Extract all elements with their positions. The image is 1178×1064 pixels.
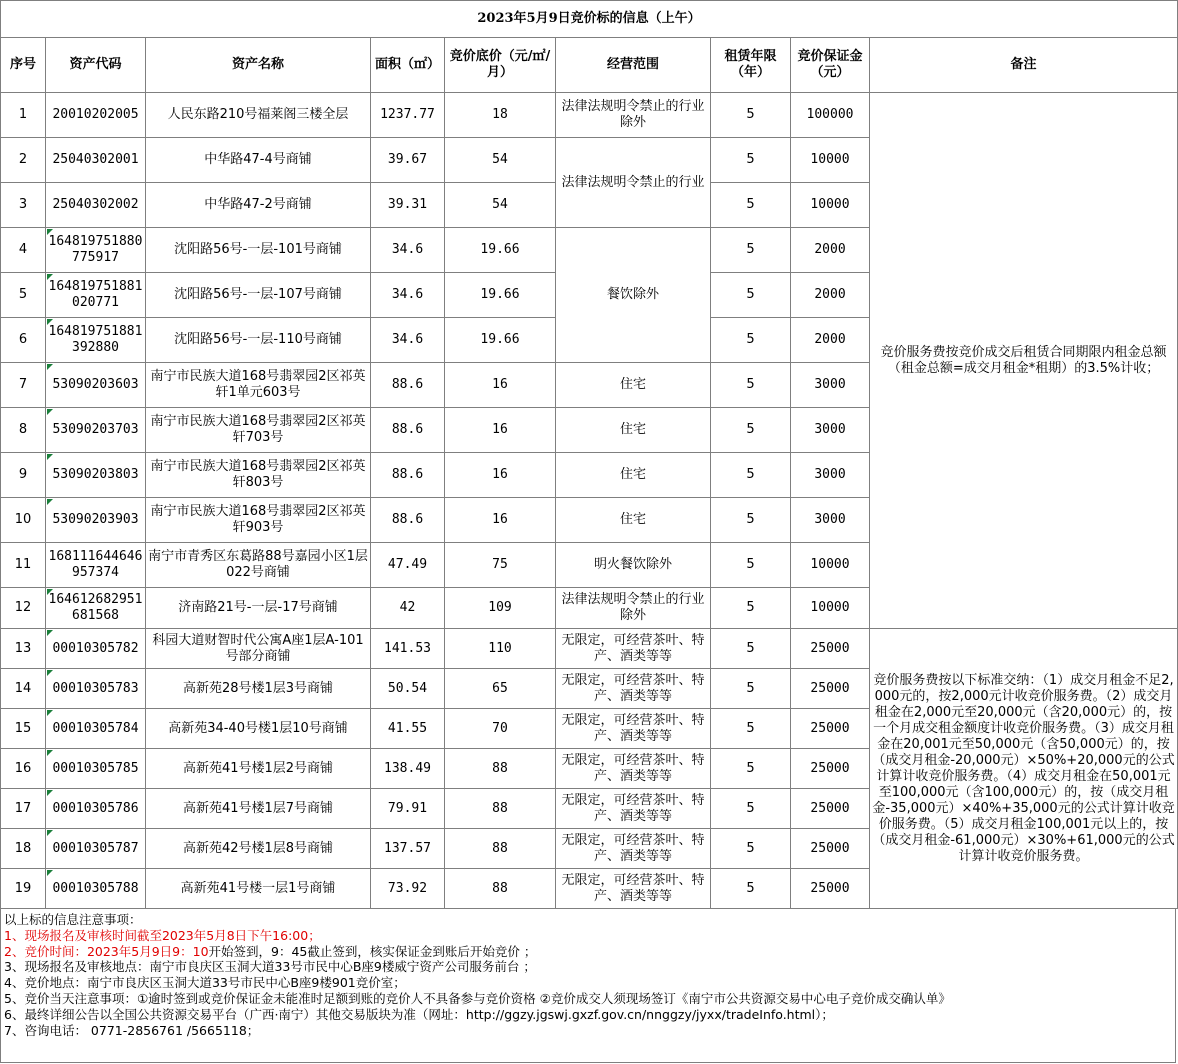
cell-seq: 16 [1, 749, 46, 789]
cell-term: 5 [711, 183, 791, 228]
cell-seq: 18 [1, 829, 46, 869]
header-seq: 序号 [1, 38, 46, 93]
cell-name: 济南路21号-一层-17号商铺 [146, 588, 371, 629]
cell-marker-icon [47, 750, 53, 756]
cell-area: 1237.77 [371, 93, 445, 138]
cell-code: 164819751881392880 [46, 318, 146, 363]
title-row [1, 1, 1178, 38]
cell-price: 88 [445, 829, 556, 869]
note-2 [4, 944, 1175, 960]
cell-deposit: 25000 [791, 869, 870, 909]
cell-area: 88.6 [371, 363, 445, 408]
cell-deposit: 25000 [791, 789, 870, 829]
cell-scope: 法律法规明令禁止的行业除外 [556, 93, 711, 138]
cell-scope: 无限定，可经营茶叶、特产、酒类等等 [556, 709, 711, 749]
cell-name: 南宁市民族大道168号翡翠园2区祁英轩1单元603号 [146, 363, 371, 408]
cell-name: 中华路47-4号商铺 [146, 138, 371, 183]
cell-name: 沈阳路56号-一层-110号商铺 [146, 318, 371, 363]
cell-term: 5 [711, 869, 791, 909]
cell-deposit: 25000 [791, 749, 870, 789]
cell-marker-icon [47, 589, 53, 595]
cell-marker-icon [47, 710, 53, 716]
cell-scope: 无限定，可经营茶叶、特产、酒类等等 [556, 829, 711, 869]
cell-name: 高新苑41号楼1层2号商铺 [146, 749, 371, 789]
cell-scope: 法律法规明令禁止的行业除外 [556, 588, 711, 629]
cell-code: 00010305783 [46, 669, 146, 709]
cell-code: 20010202005 [46, 93, 146, 138]
note-2-rest: 开始签到，9：45截止签到，核实保证金到账后开始竞价 ； [208, 943, 537, 959]
cell-area: 47.49 [371, 543, 445, 588]
cell-term: 5 [711, 93, 791, 138]
cell-scope: 住宅 [556, 408, 711, 453]
cell-code: 53090203903 [46, 498, 146, 543]
cell-area: 88.6 [371, 498, 445, 543]
cell-code: 00010305787 [46, 829, 146, 869]
cell-marker-icon [47, 364, 53, 370]
cell-deposit: 3000 [791, 453, 870, 498]
cell-area: 141.53 [371, 629, 445, 669]
cell-seq: 3 [1, 183, 46, 228]
header-deposit: 竞价保证金（元） [791, 38, 870, 93]
cell-area: 42 [371, 588, 445, 629]
cell-term: 5 [711, 543, 791, 588]
header-remark: 备注 [870, 38, 1178, 93]
cell-deposit: 25000 [791, 829, 870, 869]
cell-price: 16 [445, 498, 556, 543]
cell-marker-icon [47, 274, 53, 280]
cell-deposit: 10000 [791, 588, 870, 629]
cell-name: 高新苑28号楼1层3号商铺 [146, 669, 371, 709]
cell-scope: 无限定，可经营茶叶、特产、酒类等等 [556, 669, 711, 709]
header-price: 竞价底价（元/㎡/月） [445, 38, 556, 93]
cell-seq: 17 [1, 789, 46, 829]
cell-scope: 住宅 [556, 498, 711, 543]
cell-code: 168111644646957374 [46, 543, 146, 588]
cell-code: 164819751881020771 [46, 273, 146, 318]
note-1: 1、现场报名及审核时间截至2023年5月8日下午16:00； [4, 927, 321, 943]
cell-area: 34.6 [371, 318, 445, 363]
cell-price: 88 [445, 869, 556, 909]
cell-deposit: 2000 [791, 228, 870, 273]
cell-marker-icon [47, 830, 53, 836]
notes-heading: 以上标的信息注意事项： [4, 912, 142, 927]
cell-seq: 10 [1, 498, 46, 543]
remark-service-fee-rate: 竞价服务费按竞价成交后租赁合同期限内租金总额（租金总额=成交月租金*租期）的3.5%计收； [870, 93, 1178, 629]
cell-term: 5 [711, 318, 791, 363]
cell-term: 5 [711, 273, 791, 318]
cell-marker-icon [47, 229, 53, 235]
cell-area: 88.6 [371, 408, 445, 453]
cell-scope: 无限定，可经营茶叶、特产、酒类等等 [556, 789, 711, 829]
cell-area: 137.57 [371, 829, 445, 869]
cell-marker-icon [47, 790, 53, 796]
cell-code: 53090203603 [46, 363, 146, 408]
cell-marker-icon [47, 319, 53, 325]
cell-price: 110 [445, 629, 556, 669]
cell-term: 5 [711, 709, 791, 749]
cell-deposit: 3000 [791, 408, 870, 453]
cell-marker-icon [47, 630, 53, 636]
cell-area: 79.91 [371, 789, 445, 829]
cell-name: 南宁市民族大道168号翡翠园2区祁英轩803号 [146, 453, 371, 498]
cell-term: 5 [711, 588, 791, 629]
header-scope: 经营范围 [556, 38, 711, 93]
cell-deposit: 2000 [791, 273, 870, 318]
note-5: 5、竞价当天注意事项：①逾时签到或竞价保证金未能准时足额到账的竞价人不具备参与竞价资格 ②竞价成交人须现场签订《南宁市公共资源交易中心电子竞价成交确认单》 [4, 990, 951, 1006]
cell-term: 5 [711, 498, 791, 543]
cell-scope: 无限定，可经营茶叶、特产、酒类等等 [556, 629, 711, 669]
cell-seq: 14 [1, 669, 46, 709]
cell-code: 25040302002 [46, 183, 146, 228]
cell-scope: 法律法规明令禁止的行业 [556, 138, 711, 228]
cell-term: 5 [711, 453, 791, 498]
note-3: 3、现场报名及审核地点：南宁市良庆区玉洞大道33号市民中心B座9楼威宁资产公司服务前台 ； [4, 959, 536, 975]
cell-area: 39.67 [371, 138, 445, 183]
cell-code: 00010305786 [46, 789, 146, 829]
cell-code: 53090203803 [46, 453, 146, 498]
cell-term: 5 [711, 363, 791, 408]
cell-code: 164612682951681568 [46, 588, 146, 629]
note-2-time: 2、竞价时间：2023年5月9日9：10 [4, 943, 209, 959]
cell-deposit: 3000 [791, 498, 870, 543]
header-area: 面积（㎡） [371, 38, 445, 93]
cell-area: 34.6 [371, 273, 445, 318]
cell-seq: 8 [1, 408, 46, 453]
cell-deposit: 100000 [791, 93, 870, 138]
cell-area: 39.31 [371, 183, 445, 228]
cell-scope: 明火餐饮除外 [556, 543, 711, 588]
cell-seq: 13 [1, 629, 46, 669]
cell-price: 54 [445, 138, 556, 183]
cell-name: 沈阳路56号-一层-101号商铺 [146, 228, 371, 273]
cell-code: 25040302001 [46, 138, 146, 183]
cell-name: 南宁市民族大道168号翡翠园2区祁英轩703号 [146, 408, 371, 453]
cell-term: 5 [711, 408, 791, 453]
cell-price: 70 [445, 709, 556, 749]
table-row [1, 629, 1178, 669]
header-code: 资产代码 [46, 38, 146, 93]
cell-area: 50.54 [371, 669, 445, 709]
cell-price: 16 [445, 408, 556, 453]
cell-name: 高新苑41号楼一层1号商铺 [146, 869, 371, 909]
cell-code: 00010305784 [46, 709, 146, 749]
cell-term: 5 [711, 749, 791, 789]
note-4: 4、竞价地点：南宁市良庆区玉洞大道33号市民中心B座9楼901竞价室； [4, 975, 406, 991]
cell-name: 高新苑41号楼1层7号商铺 [146, 789, 371, 829]
sheet-title: 2023年5月9日竞价标的信息（上午） [1, 1, 1178, 38]
cell-deposit: 10000 [791, 183, 870, 228]
cell-scope: 住宅 [556, 363, 711, 408]
note-7: 7、咨询电话： 0771-2856761 /5665118； [4, 1022, 260, 1038]
cell-code: 00010305785 [46, 749, 146, 789]
header-term: 租赁年限（年） [711, 38, 791, 93]
cell-price: 75 [445, 543, 556, 588]
cell-seq: 19 [1, 869, 46, 909]
cell-term: 5 [711, 138, 791, 183]
cell-code: 00010305788 [46, 869, 146, 909]
cell-marker-icon [47, 499, 53, 505]
cell-seq: 11 [1, 543, 46, 588]
cell-deposit: 10000 [791, 543, 870, 588]
cell-marker-icon [47, 409, 53, 415]
cell-seq: 1 [1, 93, 46, 138]
cell-price: 54 [445, 183, 556, 228]
cell-deposit: 10000 [791, 138, 870, 183]
cell-deposit: 25000 [791, 709, 870, 749]
cell-name: 科园大道财智时代公寓A座1层A-101号部分商铺 [146, 629, 371, 669]
cell-scope: 无限定，可经营茶叶、特产、酒类等等 [556, 749, 711, 789]
cell-seq: 4 [1, 228, 46, 273]
cell-seq: 7 [1, 363, 46, 408]
cell-area: 34.6 [371, 228, 445, 273]
cell-area: 41.55 [371, 709, 445, 749]
cell-seq: 12 [1, 588, 46, 629]
cell-seq: 15 [1, 709, 46, 749]
cell-deposit: 3000 [791, 363, 870, 408]
cell-marker-icon [47, 670, 53, 676]
cell-marker-icon [47, 870, 53, 876]
cell-price: 88 [445, 749, 556, 789]
cell-name: 南宁市青秀区东葛路88号嘉园小区1层022号商铺 [146, 543, 371, 588]
cell-seq: 5 [1, 273, 46, 318]
cell-code: 00010305782 [46, 629, 146, 669]
header-name: 资产名称 [146, 38, 371, 93]
cell-name: 中华路47-2号商铺 [146, 183, 371, 228]
cell-area: 138.49 [371, 749, 445, 789]
cell-scope: 餐饮除外 [556, 228, 711, 363]
cell-price: 109 [445, 588, 556, 629]
cell-price: 18 [445, 93, 556, 138]
cell-price: 16 [445, 453, 556, 498]
cell-name: 沈阳路56号-一层-107号商铺 [146, 273, 371, 318]
cell-seq: 6 [1, 318, 46, 363]
cell-price: 88 [445, 789, 556, 829]
cell-scope: 住宅 [556, 453, 711, 498]
cell-name: 高新苑34-40号楼1层10号商铺 [146, 709, 371, 749]
cell-term: 5 [711, 789, 791, 829]
cell-code: 164819751880775917 [46, 228, 146, 273]
cell-deposit: 2000 [791, 318, 870, 363]
cell-deposit: 25000 [791, 669, 870, 709]
table-row [1, 93, 1178, 138]
cell-price: 65 [445, 669, 556, 709]
cell-price: 19.66 [445, 273, 556, 318]
cell-seq: 9 [1, 453, 46, 498]
cell-area: 73.92 [371, 869, 445, 909]
cell-name: 南宁市民族大道168号翡翠园2区祁英轩903号 [146, 498, 371, 543]
remark-service-fee-tiers: 竞价服务费按以下标准交纳：（1）成交月租金不足2,000元的，按2,000元计收竞价服务费。（2）成交月租金在2,000元至20,000元（含20,000元）的，按一个月成交租金额度计收竞价服务费。（3）成交月租金在20,001元至50,000元（含50,000元）的，按（成交月租金-20,000元）×50%+20,000元的公式计算计收竞价服务费。（4）成交月租金在50,001元至100,000元（含100,000元）的，按（成交月租金-35,000元）×40%+35,000元的公式计算计收竞价服务费。（5）成交月租金100,001元以上的，按（成交月租金-61,000元）×30%+61,000元的公式计算计收竞价服务费。 [870, 629, 1178, 909]
cell-area: 88.6 [371, 453, 445, 498]
note-6: 6、最终详细公告以全国公共资源交易平台（广西·南宁）其他交易版块为准（网址：http://ggzy.jgswj.gxzf.gov.cn/nnggzy/jyxx/tradeInfo.html）； [4, 1006, 834, 1022]
cell-name: 高新苑42号楼1层8号商铺 [146, 829, 371, 869]
cell-price: 19.66 [445, 228, 556, 273]
cell-deposit: 25000 [791, 629, 870, 669]
cell-marker-icon [47, 454, 53, 460]
cell-term: 5 [711, 829, 791, 869]
cell-term: 5 [711, 228, 791, 273]
cell-seq: 2 [1, 138, 46, 183]
cell-price: 16 [445, 363, 556, 408]
header-row [1, 38, 1178, 93]
cell-price: 19.66 [445, 318, 556, 363]
cell-term: 5 [711, 629, 791, 669]
notes-section [0, 909, 1176, 1063]
cell-term: 5 [711, 669, 791, 709]
cell-name: 人民东路210号福莱阁三楼全层 [146, 93, 371, 138]
cell-scope: 无限定，可经营茶叶、特产、酒类等等 [556, 869, 711, 909]
cell-code: 53090203703 [46, 408, 146, 453]
